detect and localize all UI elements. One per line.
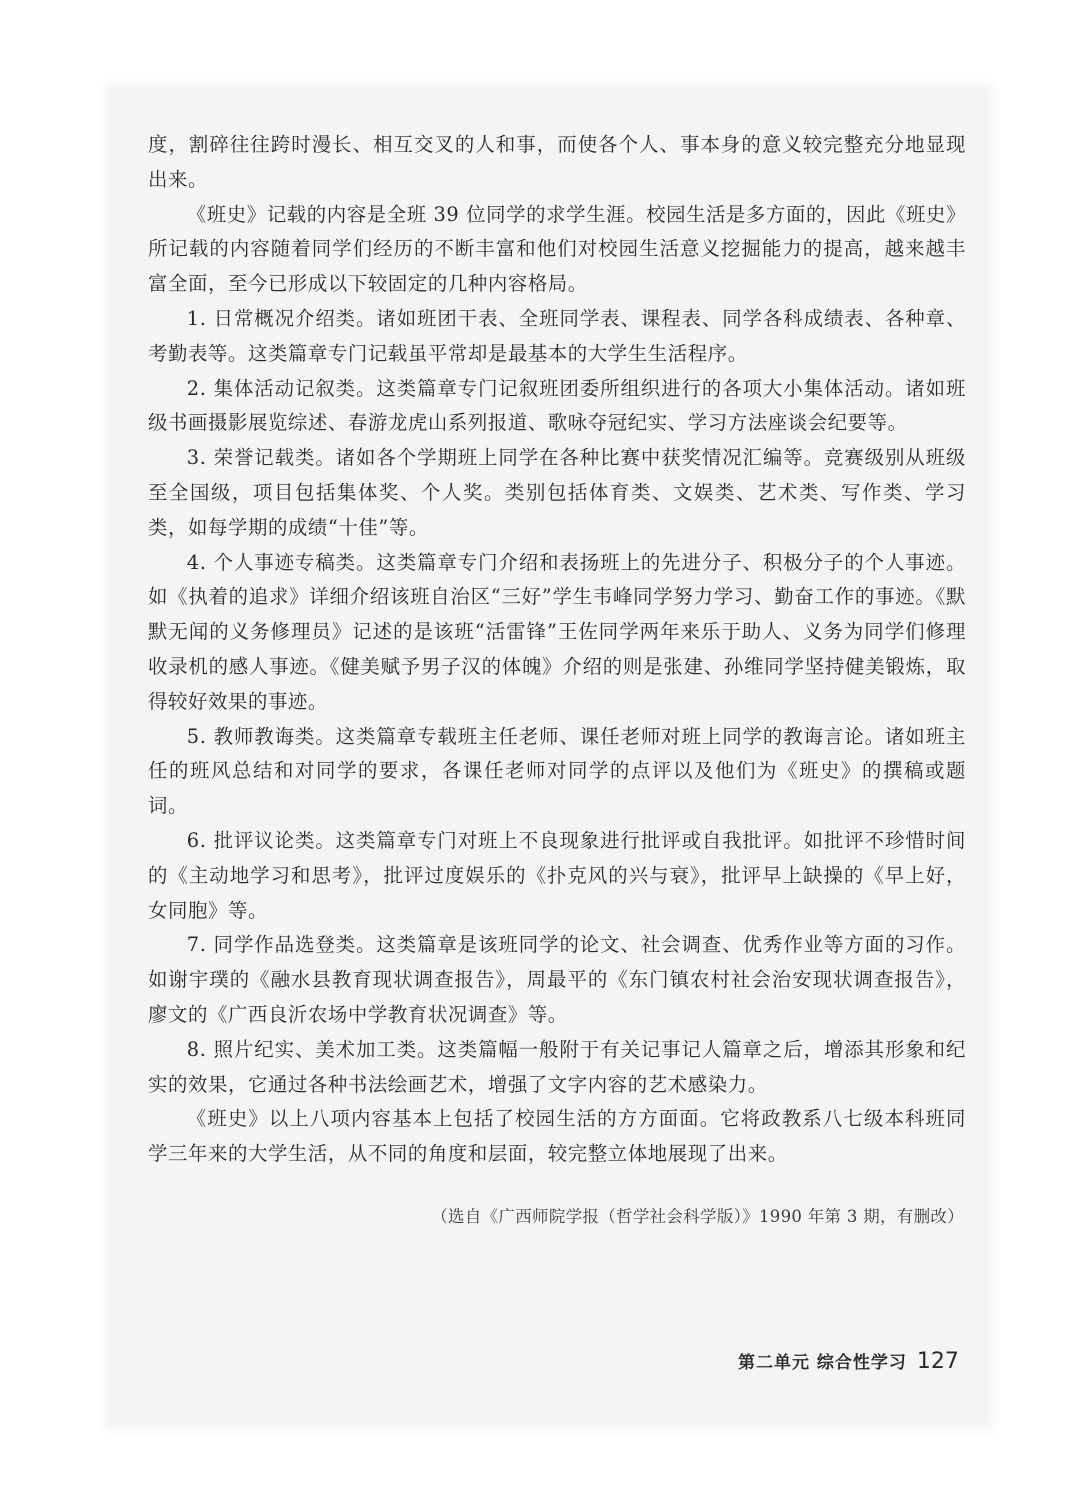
list-item: 3. 荣誉记载类。诸如各个学期班上同学在各种比赛中获奖情况汇编等。竞赛级别从班级至全国级，项目包括集体奖、个人奖。类别包括体育类、文娱类、艺术类、写作类、学习类，如每学期的成绩“十佳”等。	[148, 446, 966, 539]
article-body	[148, 128, 966, 1172]
list-item: 6. 批评议论类。这类篇章专门对班上不良现象进行批评或自我批评。如批评不珍惜时间的《主动地学习和思考》，批评过度娱乐的《扑克风的兴与衰》，批评早上缺操的《早上好，女同胞》等。	[148, 828, 966, 922]
page-footer	[738, 1348, 959, 1380]
paragraph: 《班史》记载的内容是全班 39 位同学的求学生涯。校园生活是多方面的，因此《班史》所记载的内容随着同学们经历的不断丰富和他们对校园生活意义挖掘能力的提高，越来越丰富全面，至今已形成以下较固定的几种内容格局。	[148, 202, 966, 296]
unit-title: 第二单元 综合性学习	[738, 1353, 907, 1373]
list-item: 8. 照片纪实、美术加工类。这类篇幅一般附于有关记事记人篇章之后，增添其形象和纪实的效果，它通过各种书法绘画艺术，增强了文字内容的艺术感染力。	[148, 1037, 966, 1096]
source-citation: （选自《广西师院学报（哲学社会科学版）》1990 年第 3 期，有删改）	[431, 1207, 964, 1226]
list-item: 1. 日常概况介绍类。诸如班团干表、全班同学表、课程表、同学各科成绩表、各种章、考勤表等。这类篇章专门记载虽平常却是最基本的大学生生活程序。	[148, 306, 966, 365]
list-item: 4. 个人事迹专稿类。这类篇章专门介绍和表扬班上的先进分子、积极分子的个人事迹。如《执着的追求》详细介绍该班自治区“三好”学生韦峰同学努力学习、勤奋工作的事迹。《默默无闻的义务修理员》记述的是该班“活雷锋”王佐同学两年来乐于助人、义务为同学们修理收录机的感人事迹。《健美赋予男子汉的体魄》介绍的则是张建、孙维同学坚持健美锻炼，取得较好效果的事迹。	[148, 550, 966, 713]
list-item: 5. 教师教诲类。这类篇章专载班主任老师、课任老师对班上同学的教诲言论。诸如班主任的班风总结和对同学的要求，各课任老师对同学的点评以及他们为《班史》的撰稿或题词。	[148, 724, 966, 818]
paragraph: 《班史》以上八项内容基本上包括了校园生活的方方面面。它将政教系八七级本科班同学三年来的大学生活，从不同的角度和层面，较完整立体地展现了出来。	[148, 1107, 966, 1166]
page-number: 127	[916, 1349, 959, 1374]
list-item: 2. 集体活动记叙类。这类篇章专门记叙班团委所组织进行的各项大小集体活动。诸如班级书画摄影展览综述、春游龙虎山系列报道、歌咏夺冠纪实、学习方法座谈会纪要等。	[148, 376, 966, 435]
list-item: 7. 同学作品选登类。这类篇章是该班同学的论文、社会调查、优秀作业等方面的习作。如谢宇璞的《融水县教育现状调查报告》，周最平的《东门镇农村社会治安现状调查报告》，廖文的《广西良沂农场中学教育状况调查》等。	[148, 933, 966, 1026]
paragraph: 度，割碎往往跨时漫长、相互交叉的人和事，而使各个人、事本身的意义较完整充分地显现出来。	[148, 133, 966, 191]
